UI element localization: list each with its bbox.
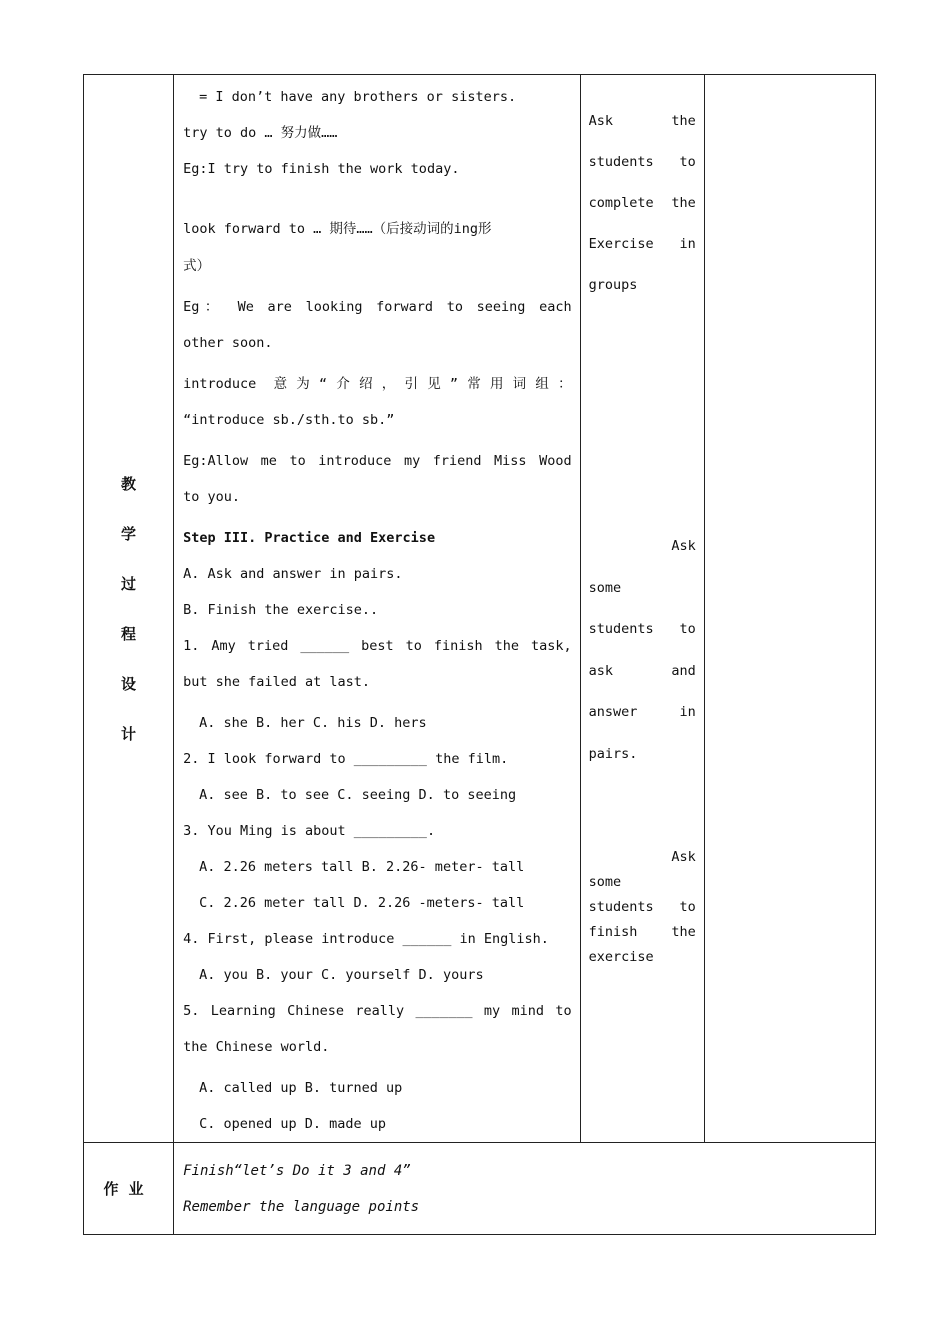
process-label-char: 程: [121, 624, 137, 643]
activity-line: some: [588, 579, 622, 596]
option-line: C. opened up D. made up: [199, 1116, 387, 1132]
content-line: to you.: [183, 489, 241, 505]
content-line: other soon.: [183, 335, 273, 351]
content-line: try to do … 努力做……: [183, 125, 338, 141]
lesson-table: [83, 74, 876, 1235]
content-line: Eg:I try to finish the work today.: [183, 161, 460, 177]
lesson-content: [174, 75, 580, 1142]
option-line: A. she B. her C. his D. hers: [199, 715, 427, 731]
homework-row: [84, 1143, 876, 1235]
question-line: 3. You Ming is about _________.: [183, 823, 436, 839]
content-line: = I don’t have any brothers or sisters.: [199, 89, 517, 105]
activity-line: pairs.: [588, 745, 638, 762]
question-line: 1. Amy tried ______ best to finish the task,: [183, 638, 572, 654]
teacher-activity: [581, 75, 704, 965]
activity-line: Ask: [671, 538, 696, 554]
content-line: 式）: [183, 258, 211, 274]
activity-line: answer in: [588, 704, 696, 720]
question-line: 4. First, please introduce ______ in English.: [183, 931, 549, 947]
content-line: B. Finish the exercise..: [183, 602, 379, 618]
homework-line: Remember the language points: [183, 1199, 420, 1215]
option-line: A. 2.26 meters tall B. 2.26- meter- tall: [199, 859, 525, 875]
process-label: [84, 75, 173, 1142]
option-line: A. called up B. turned up: [199, 1080, 403, 1096]
content-line: A. Ask and answer in pairs.: [183, 566, 403, 582]
process-label-char: 设: [121, 674, 137, 693]
option-line: A. you B. your C. yourself D. yours: [199, 967, 484, 983]
process-label-char: 过: [121, 574, 137, 593]
activity-line: finish the: [588, 924, 696, 940]
process-label-char: 学: [121, 524, 137, 543]
activity-line: Ask: [671, 849, 696, 865]
activity-block-pairs: [589, 526, 696, 775]
activity-block-finish: [589, 845, 696, 970]
activity-line: exercise: [588, 949, 654, 965]
process-label-cell: [84, 75, 174, 1143]
teaching-process-row: [84, 75, 876, 1143]
homework-content-cell: [174, 1143, 876, 1235]
activity-line: Exercise in: [588, 236, 696, 252]
section-heading: Step III. Practice and Exercise: [183, 530, 436, 546]
option-line: A. see B. to see C. seeing D. to seeing: [199, 787, 517, 803]
content-line: “introduce sb./sth.to sb.”: [183, 412, 395, 428]
content-line: introduce 意为“介绍，引见”常用词组：: [183, 376, 572, 392]
notes-cell: [704, 75, 875, 1143]
activity-block-group: [589, 75, 696, 306]
activity-line: students to: [588, 621, 696, 637]
process-label-char: 计: [121, 724, 137, 743]
question-line: 2. I look forward to _________ the film.: [183, 751, 509, 767]
content-line: look forward to … 期待……（后接动词的ing形: [183, 221, 492, 237]
activity-line: Ask the: [588, 113, 696, 129]
content-cell: [174, 75, 581, 1143]
homework-line: Finish“let’s Do it 3 and 4”: [183, 1163, 411, 1179]
option-line: C. 2.26 meter tall D. 2.26 -meters- tall: [199, 895, 525, 911]
question-line: the Chinese world.: [183, 1039, 330, 1055]
homework-content: [174, 1143, 875, 1225]
process-label-char: 教: [121, 474, 137, 493]
content-line: Eg:Allow me to introduce my friend Miss Wood: [183, 453, 572, 469]
activity-line: students to: [588, 899, 696, 915]
activity-line: some: [588, 874, 622, 890]
activity-line: groups: [588, 277, 638, 293]
activity-line: complete the: [588, 195, 696, 211]
homework-label: 作业: [103, 1180, 154, 1198]
activity-cell: [580, 75, 704, 1143]
question-line: 5. Learning Chinese really _______ my mind to: [183, 1003, 572, 1019]
activity-line: ask and: [588, 662, 696, 679]
homework-label-cell: [84, 1143, 174, 1235]
activity-line: students to: [588, 154, 696, 170]
content-line: Eg： We are looking forward to seeing each: [183, 299, 572, 315]
question-line: but she failed at last.: [183, 674, 371, 690]
